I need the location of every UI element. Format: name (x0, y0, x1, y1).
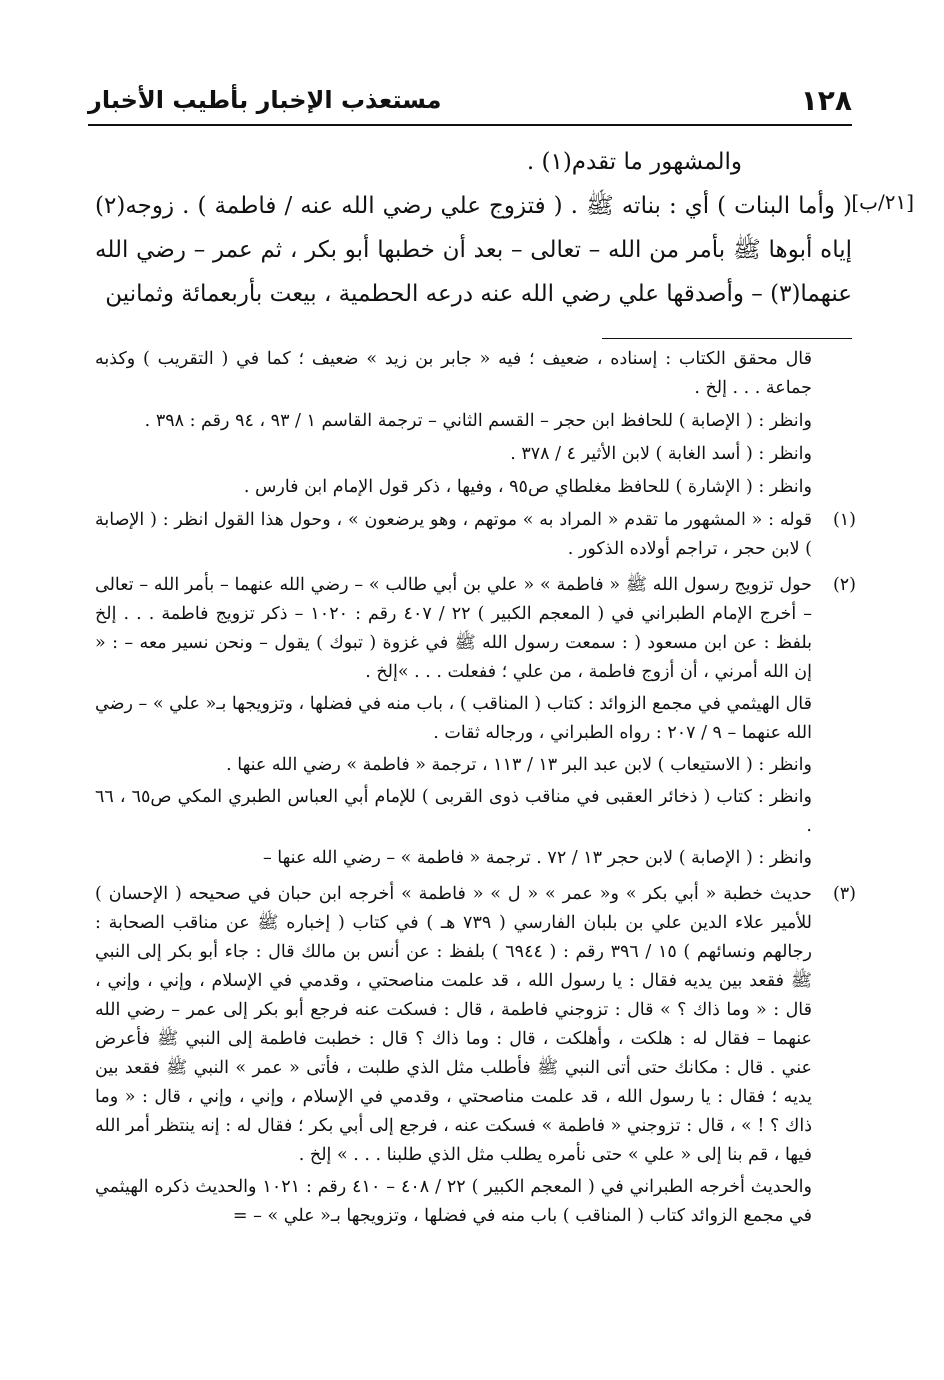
running-title: مستعذب الإخبار بأطيب الأخبار (88, 86, 442, 114)
footnote-paragraph: وانظر : ( الاستيعاب ) لابن عبد البر ١٣ / ١١٣ ، ترجمة « فاطمة » رضي الله عنها . (226, 755, 812, 775)
footnote-paragraph: قال محقق الكتاب : إسناده ، ضعيف ؛ فيه « جابر بن زيد » ضعيف ؛ كما في ( التقريب ) وكذبه جماعة . . . إلخ . (95, 349, 813, 398)
page-header (88, 78, 852, 122)
footnote-paragraph: وانظر : ( أسد الغابة ) لابن الأثير ٤ / ٣٧٨ . (510, 444, 812, 464)
footnote-paragraph: والحديث أخرجه الطبراني في ( المعجم الكبير ) ٢٢ / ٤٠٨ – ٤١٠ رقم : ١٠٢١ والحديث ذكره الهيثمي في مجمع الزوائد كتاب ( المناقب ) باب منه في فضلها ، وتزويجها بـ« علي » – = (95, 1177, 812, 1226)
main-paragraph: والمشهور ما تقدم(١) . (526, 149, 742, 175)
footnote-number: (١) (832, 510, 856, 530)
header-rule (88, 124, 852, 126)
footnote-continuation (95, 345, 856, 502)
footnote-paragraph: وانظر : ( الإصابة ) للحافظ ابن حجر – القسم الثاني – ترجمة القاسم ١ / ٩٣ ، ٩٤ رقم : ٣٩٨ . (144, 411, 812, 431)
footnote-paragraph: قوله : « المشهور ما تقدم « المراد به » موتهم ، وهو يرضعون » ، وحول هذا القول انظر : ( الإصابة ) لابن حجر ، تراجم أولاده الذكور . (95, 510, 812, 559)
footnote-separator (602, 338, 852, 339)
footnote-paragraph: وانظر : ( الإشارة ) للحافظ مغلطاي ص٩٥ ، وفيها ، ذكر قول الإمام ابن فارس . (243, 477, 812, 497)
footnote-paragraph: حول تزويج رسول الله ﷺ « فاطمة » « علي بن أبي طالب » – رضي الله عنهما – بأمر الله – تعالى – أخرج الإمام الطبراني في ( المعجم الكبير ) ٢٢ / ٤٠٧ رقم : ١٠٢٠ – ذكر تزويج فاطمة . . . إلخ بلفظ : عن ابن مسعود ( : سمعت رسول الله ﷺ في غزوة ( تبوك ) يقول – ونحن نسير معه – : « إن الله أمرني ، أن أزوج فاطمة ، من علي ؛ ففعلت . . . »إلخ . (95, 575, 813, 682)
footnote-paragraph: قال الهيثمي في مجمع الزوائد : كتاب ( المناقب ) ، باب منه في فضلها ، وتزويجها بـ« علي » – رضي الله عنهما – ٩ / ٢٠٧ : رواه الطبراني ، ورجاله ثقات . (95, 694, 812, 743)
footnote-paragraph: وانظر : ( الإصابة ) لابن حجر ١٣ / ٧٢ . ترجمة « فاطمة » – رضي الله عنها – (262, 848, 812, 868)
footnote-number: (٣) (832, 884, 856, 904)
footnote-2 (95, 571, 856, 876)
footnote-paragraph: وانظر : كتاب ( ذخائر العقبى في مناقب ذوى القربى ) للإمام أبي العباس الطبري المكي ص٦٥ ، ٦٦ . (95, 787, 812, 836)
margin-folio-note: [٢١/ب] (851, 190, 914, 214)
footnote-body (95, 571, 812, 876)
page-number: ١٢٨ (800, 83, 852, 117)
footnote-body (95, 506, 812, 567)
footnote-3 (95, 880, 856, 1234)
footnote-1 (95, 506, 856, 567)
footnote-body (95, 880, 812, 1234)
footnote-number: (٢) (832, 575, 856, 595)
footnotes (95, 345, 856, 1238)
main-paragraph: ( وأما البنات ) أي : بناته ﷺ . ( فتزوج علي رضي الله عنه / فاطمة ) . زوجه(٢) إياه أبوها ﷺ بأمر من الله – تعالى – بعد أن خطبها أبو بكر ، ثم عمر – رضي الله عنهما(٣) – وأصدقها علي رضي الله عنه درعه الحطمية ، بيعت بأربعمائة وثمانين (95, 193, 852, 307)
main-text (95, 140, 852, 316)
footnote-paragraph: حديث خطبة « أبي بكر » و« عمر » « ل » « فاطمة » أخرجه ابن حبان في صحيحه ( الإحسان ) للأمير علاء الدين علي بن بلبان الفارسي ( ٧٣٩ هـ ) في كتاب ( إخباره ﷺ عن مناقب الصحابة : رجالهم ونسائهم ) ١٥ / ٣٩٦ رقم : ( ٦٩٤٤ ) بلفظ : عن أنس بن مالك قال : جاء أبو بكر إلى النبي ﷺ فقعد بين يديه فقال : يا رسول الله ، قد علمت مناصحتي ، وقدمي في الإسلام ، وإني ، وإني ، قال : « وما ذاك ؟ » قال : تزوجني فاطمة ، قال : فسكت عنه فرجع أبو بكر إلى عمر – رضي الله عنهما – فقال له : هلكت ، وأهلكت ، قال : وما ذاك ؟ قال : خطبت فاطمة إلى النبي ﷺ فأعرض عني . قال : مكانك حتى أتى النبي ﷺ فأطلب مثل الذي طلبت ، فأتى « عمر » النبي ﷺ فقعد بين يديه ؛ فقال : يا رسول الله ، قد علمت مناصحتي ، وقدمي في الإسلام ، وإني ، وإني ، قال : « وما ذاك ؟ ! » ، قال : تزوجني « فاطمة » فسكت عنه ، فرجع إلى أبي بكر ؛ فقال له : إنه ينتظر أمر الله فيها ، قم بنا إلى « علي » حتى نأمره يطلب مثل الذي طلبنا . . . » إلخ . (95, 884, 812, 1165)
